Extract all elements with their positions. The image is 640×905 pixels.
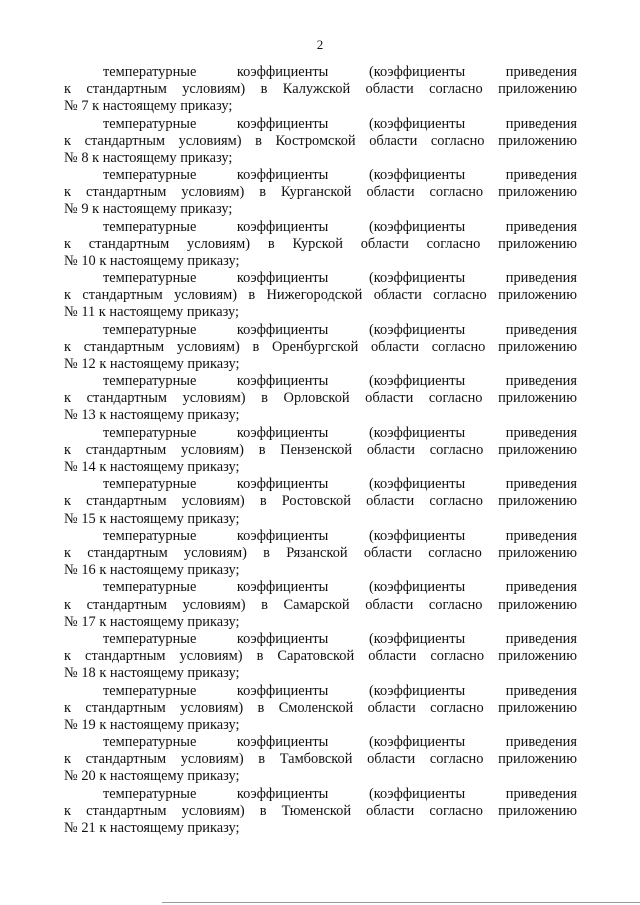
document-body: [64, 64, 577, 837]
item-line-3: № 8 к настоящему приказу;: [64, 149, 233, 166]
item-line-2: к стандартным условиям) в Нижегородской области согласно приложению: [64, 287, 577, 304]
page-bottom-rule: [162, 902, 640, 903]
item-line-2: к стандартным условиям) в Костромской области согласно приложению: [64, 132, 577, 149]
item-line-3: № 16 к настоящему приказу;: [64, 562, 240, 579]
item-line-3: № 18 к настоящему приказу;: [64, 665, 240, 682]
item-line-3: № 10 к настоящему приказу;: [64, 252, 240, 269]
list-item: [64, 373, 577, 425]
list-item: [64, 631, 577, 683]
list-item: [64, 734, 577, 786]
item-line-3: № 13 к настоящему приказу;: [64, 407, 240, 424]
item-line-1: температурные коэффициенты (коэффициенты приведения: [103, 373, 577, 390]
list-item: [64, 219, 577, 271]
item-line-3: № 21 к настоящему приказу;: [64, 819, 240, 836]
list-item: [64, 786, 577, 838]
item-line-3: № 17 к настоящему приказу;: [64, 613, 240, 630]
item-line-2: к стандартным условиям) в Рязанской области согласно приложению: [64, 545, 577, 562]
item-line-2: к стандартным условиям) в Калужской области согласно приложению: [64, 81, 577, 98]
item-line-2: к стандартным условиям) в Орловской области согласно приложению: [64, 390, 577, 407]
item-line-3: № 15 к настоящему приказу;: [64, 510, 240, 527]
item-line-2: к стандартным условиям) в Саратовской области согласно приложению: [64, 648, 577, 665]
item-line-1: температурные коэффициенты (коэффициенты приведения: [103, 682, 577, 699]
item-line-2: к стандартным условиям) в Ростовской области согласно приложению: [64, 493, 577, 510]
item-line-2: к стандартным условиям) в Самарской области согласно приложению: [64, 596, 577, 613]
item-line-3: № 9 к настоящему приказу;: [64, 201, 233, 218]
item-line-2: к стандартным условиям) в Курганской области согласно приложению: [64, 184, 577, 201]
page-number: 2: [316, 37, 324, 52]
item-line-3: № 20 к настоящему приказу;: [64, 768, 240, 785]
item-line-1: температурные коэффициенты (коэффициенты приведения: [103, 631, 577, 648]
list-item: [64, 476, 577, 528]
item-line-2: к стандартным условиям) в Пензенской области согласно приложению: [64, 441, 577, 458]
item-line-3: № 14 к настоящему приказу;: [64, 459, 240, 476]
list-item: [64, 528, 577, 580]
list-item: [64, 425, 577, 477]
list-item: [64, 64, 577, 116]
item-line-3: № 19 к настоящему приказу;: [64, 716, 240, 733]
item-line-1: температурные коэффициенты (коэффициенты приведения: [103, 64, 577, 80]
list-item: [64, 270, 577, 322]
item-line-3: № 12 к настоящему приказу;: [64, 355, 240, 372]
item-line-1: температурные коэффициенты (коэффициенты приведения: [103, 579, 577, 596]
list-item: [64, 116, 577, 168]
item-line-1: температурные коэффициенты (коэффициенты приведения: [103, 734, 577, 751]
item-line-3: № 11 к настоящему приказу;: [64, 304, 239, 321]
item-line-1: температурные коэффициенты (коэффициенты приведения: [103, 167, 577, 184]
item-line-2: к стандартным условиям) в Тюменской области согласно приложению: [64, 802, 577, 819]
list-item: [64, 322, 577, 374]
item-line-2: к стандартным условиям) в Смоленской области согласно приложению: [64, 699, 577, 716]
item-line-2: к стандартным условиям) в Курской области согласно приложению: [64, 235, 577, 252]
item-line-1: температурные коэффициенты (коэффициенты приведения: [103, 115, 577, 132]
list-item: [64, 167, 577, 219]
item-line-1: температурные коэффициенты (коэффициенты приведения: [103, 476, 577, 493]
item-line-1: температурные коэффициенты (коэффициенты приведения: [103, 527, 577, 544]
list-item: [64, 579, 577, 631]
item-line-2: к стандартным условиям) в Оренбургской области согласно приложению: [64, 338, 577, 355]
item-line-2: к стандартным условиям) в Тамбовской области согласно приложению: [64, 751, 577, 768]
item-line-3: № 7 к настоящему приказу;: [64, 98, 233, 115]
item-line-1: температурные коэффициенты (коэффициенты приведения: [103, 424, 577, 441]
item-line-1: температурные коэффициенты (коэффициенты приведения: [103, 321, 577, 338]
list-item: [64, 683, 577, 735]
item-line-1: температурные коэффициенты (коэффициенты приведения: [103, 218, 577, 235]
item-line-1: температурные коэффициенты (коэффициенты приведения: [103, 270, 577, 287]
item-line-1: температурные коэффициенты (коэффициенты приведения: [103, 785, 577, 802]
